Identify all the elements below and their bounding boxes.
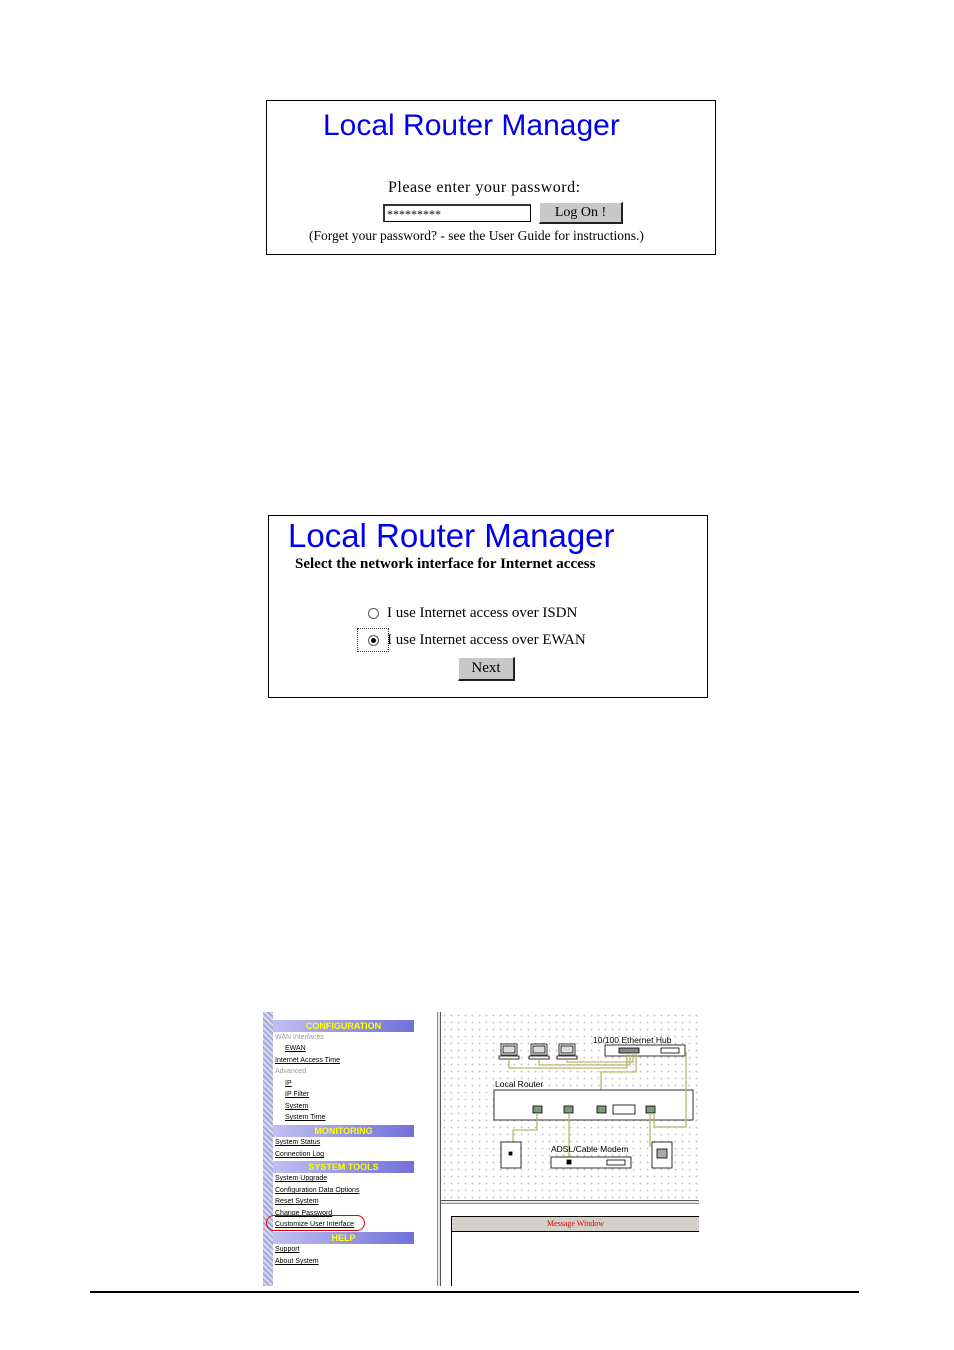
socket-icon [652, 1142, 672, 1168]
menu-internet-access-time[interactable]: Internet Access Time [275, 1057, 340, 1064]
log-on-button[interactable]: Log On ! [539, 202, 623, 224]
radio-ewan[interactable] [368, 635, 379, 646]
radio-isdn-label[interactable]: I use Internet access over ISDN [387, 605, 578, 621]
section-help: HELP [273, 1232, 414, 1244]
radio-isdn[interactable] [368, 608, 379, 619]
forgot-password-note: (Forget your password? - see the User Guide for instructions.) [309, 228, 644, 243]
router-label: Local Router [495, 1079, 544, 1089]
menu-ip[interactable]: IP [285, 1080, 292, 1087]
menu-system-time[interactable]: System Time [285, 1114, 326, 1121]
wall-jack-icon [501, 1142, 521, 1168]
menu-wan-interfaces: WAN Interfaces [275, 1034, 324, 1041]
interface-select-panel [268, 515, 708, 698]
menu-advanced: Advanced [275, 1068, 307, 1075]
pc-icon [499, 1044, 519, 1059]
menu-ewan[interactable]: EWAN [285, 1045, 306, 1052]
network-diagram [441, 1012, 699, 1200]
menu-system-upgrade[interactable]: System Upgrade [275, 1175, 328, 1182]
next-button[interactable]: Next [458, 657, 515, 681]
password-prompt: Please enter your password: [388, 179, 581, 196]
menu-configuration-data-options[interactable]: Configuration Data Options [275, 1187, 360, 1194]
section-system-tools: SYSTEM TOOLS [273, 1161, 414, 1173]
modem-icon [551, 1157, 631, 1168]
radio-ewan-label[interactable]: I use Internet access over EWAN [387, 632, 586, 648]
footer-rule [90, 1291, 859, 1293]
menu-system[interactable]: System [285, 1103, 309, 1110]
interface-subtitle: Select the network interface for Internet access [295, 556, 596, 572]
section-configuration: CONFIGURATION [273, 1020, 414, 1032]
router-icon [494, 1090, 693, 1120]
message-pane [441, 1204, 699, 1286]
pc-icon [529, 1044, 549, 1059]
modem-label: ADSL/Cable Modem [551, 1144, 629, 1154]
manager-screen [263, 1012, 699, 1286]
menu-about-system[interactable]: About System [275, 1258, 319, 1265]
message-window [451, 1216, 699, 1286]
pc-icon [557, 1044, 577, 1059]
hub-icon [605, 1045, 685, 1056]
menu-support[interactable]: Support [275, 1246, 300, 1253]
login-title: Local Router Manager [323, 109, 620, 142]
menu-system-status[interactable]: System Status [275, 1139, 321, 1146]
hub-label: 10/100 Ethernet Hub [593, 1035, 672, 1045]
password-input[interactable]: ********* [383, 204, 531, 222]
login-panel [266, 100, 716, 255]
sidebar-stripe [263, 1012, 273, 1286]
message-window-title: Message Window [452, 1217, 699, 1232]
interface-title: Local Router Manager [288, 517, 615, 554]
menu-reset-system[interactable]: Reset System [275, 1198, 319, 1205]
menu-ip-filter[interactable]: IP Filter [285, 1091, 309, 1098]
highlight-circle [266, 1215, 365, 1231]
sidebar [263, 1012, 437, 1286]
menu-customize-user-interface[interactable]: Customize User Interface [275, 1221, 354, 1228]
menu-connection-log[interactable]: Connection Log [275, 1151, 325, 1158]
section-monitoring: MONITORING [273, 1125, 414, 1137]
menu-change-password[interactable]: Change Password [275, 1210, 333, 1217]
